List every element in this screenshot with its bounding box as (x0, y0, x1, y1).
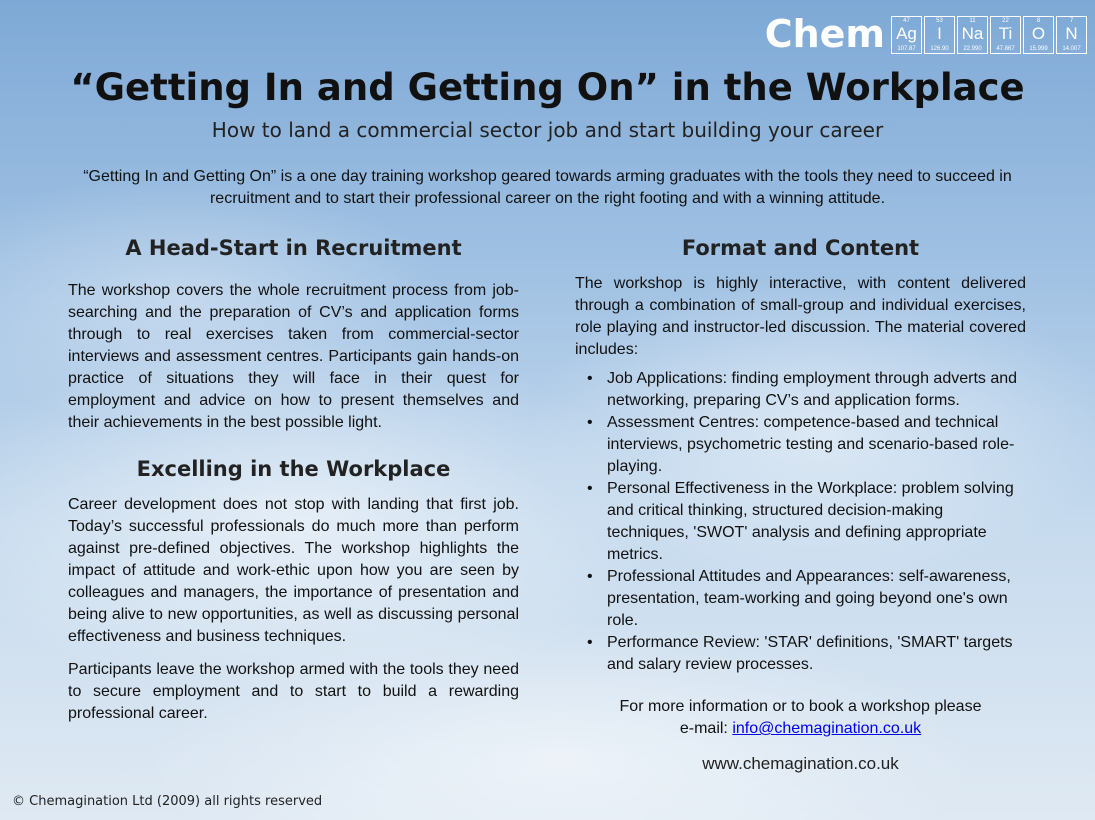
chemagination-logo (765, 14, 1087, 54)
intro-paragraph: “Getting In and Getting On” is a one day training workshop geared towards arming graduates with the tools they need to succeed in recruitment and to start their professional career on the right footing and with a winning attitude. (83, 168, 1012, 207)
element-tile-n: 7 N 14.007 (1056, 16, 1087, 54)
element-tile-ag: 47 Ag 107.87 (891, 16, 922, 54)
list-item: • Personal Effectiveness in the Workplace: problem solving and critical thinking, structured decision-making techniques, 'SWOT' analysis and defining appropriate metrics. (575, 478, 1026, 566)
list-item: • Job Applications: finding employment through adverts and networking, preparing CV’s and application forms. (575, 368, 1026, 412)
page-title: “Getting In and Getting On” in the Workplace (70, 66, 1025, 109)
contact-block (575, 696, 1026, 740)
left-column (68, 236, 519, 725)
list-item: • Assessment Centres: competence-based and technical interviews, psychometric testing and scenario-based role-playing. (575, 412, 1026, 478)
right-column (575, 236, 1026, 774)
email-label: e-mail: (679, 720, 728, 737)
website-link[interactable]: www.chemagination.co.uk (702, 754, 899, 773)
page-subtitle: How to land a commercial sector job and start building your career (211, 118, 884, 142)
format-heading: Format and Content (681, 236, 920, 260)
element-tile-i: 53 I 126.90 (924, 16, 955, 54)
content-list (575, 368, 1026, 676)
email-link[interactable]: info@chemagination.co.uk (732, 720, 922, 737)
list-item: • Professional Attitudes and Appearances: self-awareness, presentation, team-working and going beyond one's own role. (575, 566, 1026, 632)
closing-body: Participants leave the workshop armed with the tools they need to secure employment and to start to build a rewarding professional career. (68, 661, 519, 722)
element-tile-na: 11 Na 22.990 (957, 16, 988, 54)
element-tile-ti: 22 Ti 47.867 (990, 16, 1021, 54)
format-body: The workshop is highly interactive, with content delivered through a combination of small-group and individual exercises, role playing and instructor-led discussion. The material covered includes: (575, 275, 1026, 358)
workplace-body: Career development does not stop with landing that first job. Today’s successful professionals do much more than perform against pre-defined objectives. The workshop highlights the impact of attitude and work-ethic upon how you are seen by colleagues and managers, the importance of presentation and being alive to new opportunities, as well as discussing personal effectiveness and business techniques. (68, 496, 519, 645)
element-tile-o: 8 O 15.999 (1023, 16, 1054, 54)
recruitment-heading: A Head-Start in Recruitment (125, 236, 462, 260)
contact-line: For more information or to book a workshop please (619, 698, 982, 715)
workplace-heading: Excelling in the Workplace (136, 457, 451, 481)
list-item: • Performance Review: 'STAR' definitions, 'SMART' targets and salary review processes. (575, 632, 1026, 676)
contact-email-line (575, 718, 1026, 740)
logo-word: Chem (764, 12, 885, 56)
copyright-notice: © Chemagination Ltd (2009) all rights reserved (12, 794, 323, 809)
recruitment-body: The workshop covers the whole recruitment process from job-searching and the preparation of CV’s and application forms through to real exercises taken from commercial-sector interviews and assessment centres. Participants gain hands-on practice of situations they will face in their quest for employment and advice on how to present themselves and their achievements in the best possible light. (68, 282, 519, 431)
